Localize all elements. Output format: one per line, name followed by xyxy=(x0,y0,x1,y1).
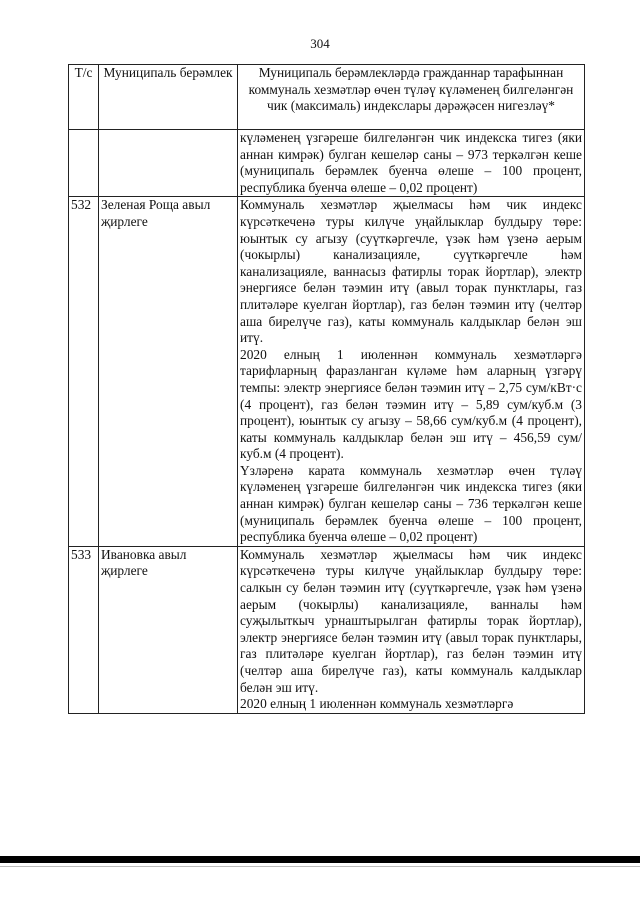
header-justification: Муниципаль берәмлекләрдә гражданнар тарафыннан коммуналь хезмәтләр өчен түләү күләменең билгеләнгән чик (максималь) индекслары дәрәҗәсен нигезләү* xyxy=(238,65,585,130)
row-text xyxy=(238,546,585,713)
row-number: 533 xyxy=(69,546,99,713)
row-municipality: Зеленая Роща авыл җирлеге xyxy=(99,197,238,546)
scan-edge-stripe xyxy=(0,856,640,863)
paragraph: Үзләренә карата коммуналь хезмәтләр өчен түләү күләменең үзгәреше билгеләнгән чик индекска тигез (яки аннан кимрәк) булган кешеләр саны – 736 теркәлгән кеше (муниципаль берәмлек буенча өлеше – 100 процент, республика буенча өлеше – 0,02 процент) xyxy=(240,462,582,545)
table-row-532 xyxy=(69,197,585,546)
row-text xyxy=(238,197,585,546)
header-number: Т/с xyxy=(69,65,99,130)
table-row-533 xyxy=(69,546,585,713)
header-municipality: Муниципаль берәмлек xyxy=(99,65,238,130)
table-header-row xyxy=(69,65,585,130)
paragraph: 2020 елның 1 июленнән коммуналь хезмәтләргә xyxy=(240,696,514,712)
paragraph: Коммуналь хезмәтләр җыелмасы һәм чик индекс күрсәткеченә туры килүче уңайлыклар булдыру төре: салкын су белән тәэмин итү (суүткәргечле, үзәк һәм үзенә аерым (чокырлы) канализацияле, ванналы һәм суҗылыткыч урнаштырылган фатирлы торак йортлар), электр энергиясе белән тәэмин итү (авыл торак пунктлары, газ плитәләре куелган йортлар), газ белән тәэмин итү (челтәр аша бирелүче газ), каты коммуналь калдыклар белән эш итү. xyxy=(240,546,582,695)
row-municipality xyxy=(99,130,238,197)
paragraph: Коммуналь хезмәтләр җыелмасы һәм чик индекс күрсәткеченә туры килүче уңайлыклар булдыру төре: юынтык су агызу (суүткәргечле, үзәк һәм үзенә аерым (чокырлы) канализацияле, суүткәргечле һәм канализацияле, ваннасыз фатирлы торак йортлар), электр энергиясе белән тәэмин итү (авыл торак пунктлары, газ плитәләре куелган йортлар), газ белән тәэмин итү (челтәр аша бирелүче газ), каты коммуналь калдыклар белән эш итү. xyxy=(240,197,582,346)
row-number xyxy=(69,130,99,197)
scan-edge-line xyxy=(0,866,640,867)
row-number: 532 xyxy=(69,197,99,546)
page-number: 304 xyxy=(310,36,330,51)
row-text xyxy=(238,130,585,197)
paragraph: күләменең үзгәреше билгеләнгән чик индекска тигез (яки аннан кимрәк) булган кешеләр саны – 973 теркәлгән кеше (муниципаль берәмлек буенча өлеше – 100 процент, республика буенча өлеше – 0,02 процент) xyxy=(240,130,582,195)
row-municipality: Ивановка авыл җирлеге xyxy=(99,546,238,713)
municipal-tariff-table xyxy=(68,64,585,714)
paragraph: 2020 елның 1 июленнән коммуналь хезмәтләргә тарифларның фаразланган күләме һәм аларның үзгәрү темпы: электр энергиясе белән тәэмин итү – 2,75 сум/кВт·с (4 процент), газ белән тәэмин итү – 5,89 сум/куб.м (3 процент), юынтык су агызу – 58,66 сум/куб.м (4 процент), каты коммуналь калдыклар белән эш итү – 456,59 сум/куб.м (4 процент). xyxy=(240,346,582,462)
table-row-continuation xyxy=(69,130,585,197)
